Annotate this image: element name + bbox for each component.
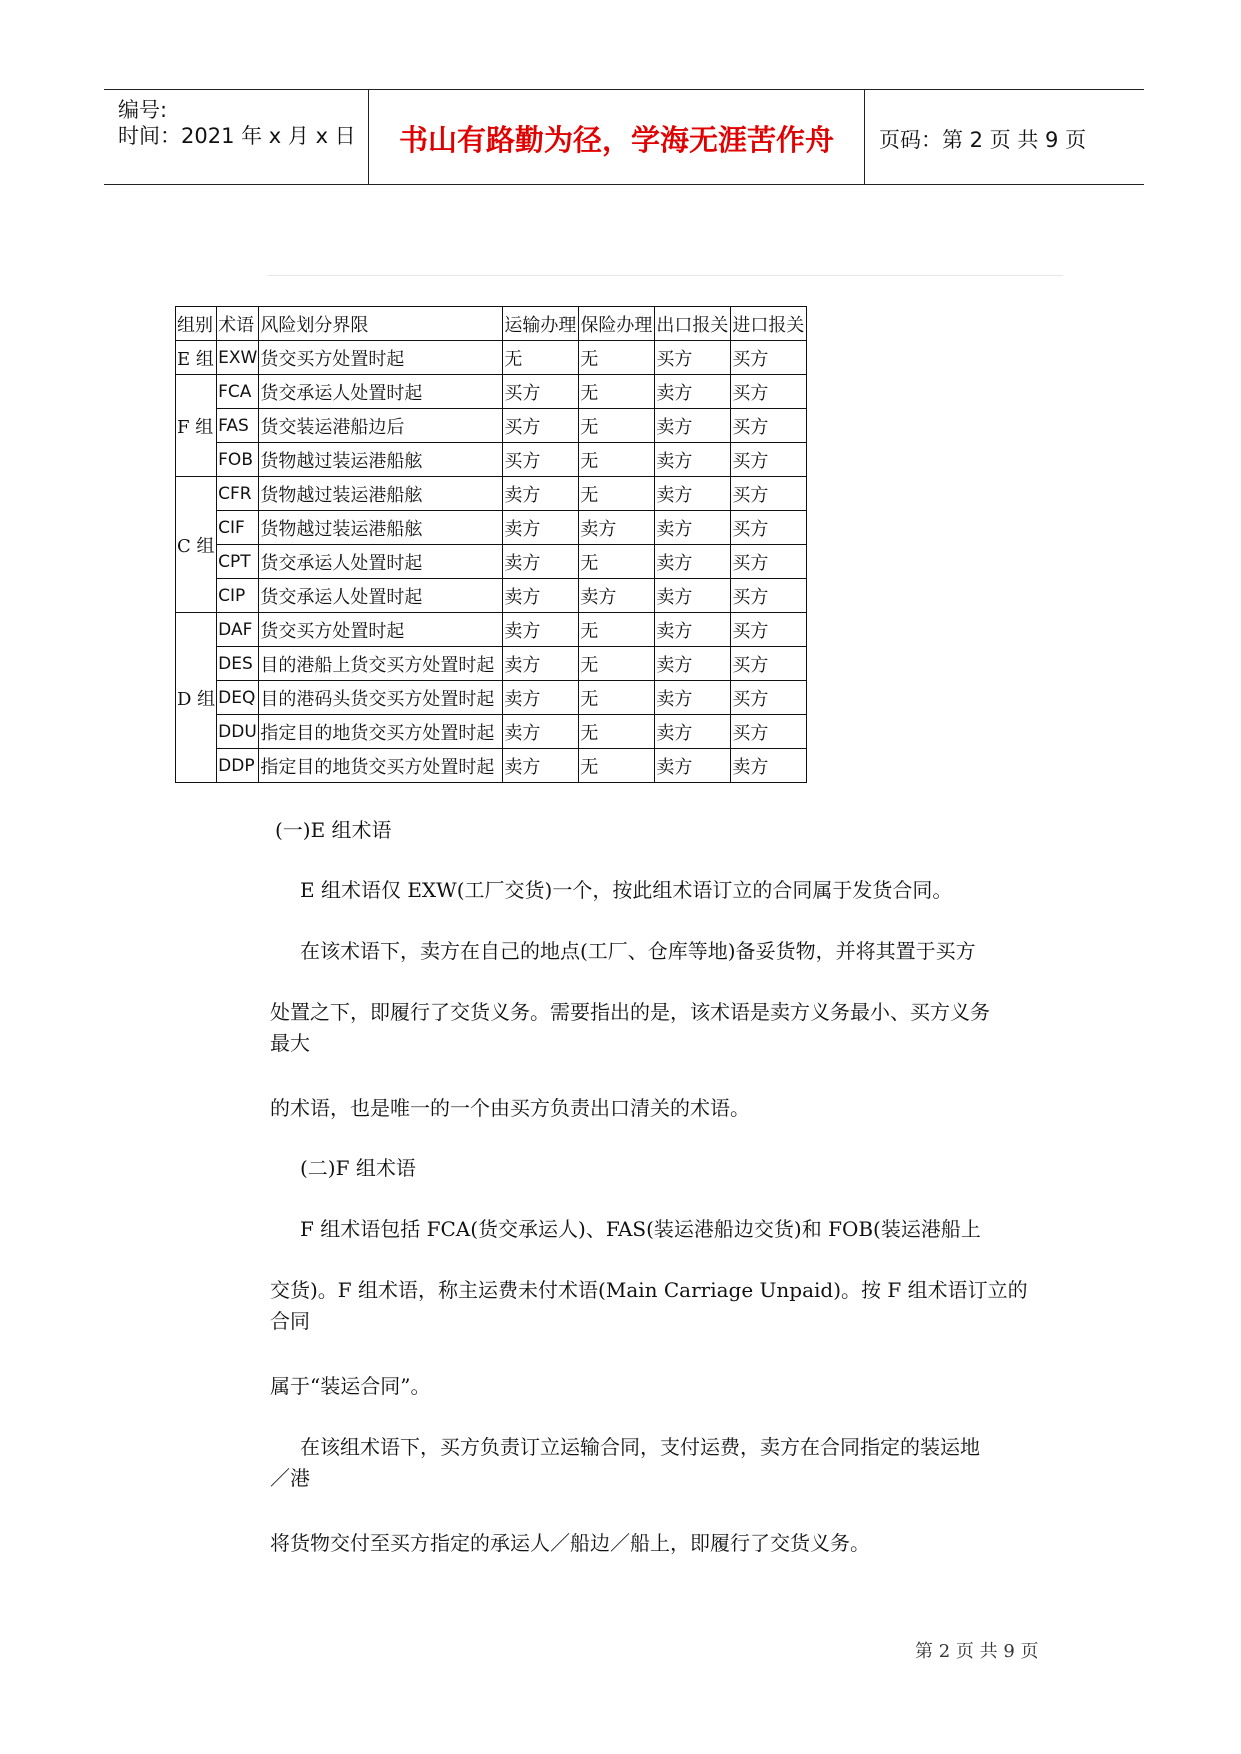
term-code-cell: EXW [217, 341, 259, 375]
table-cell: 无 [579, 341, 655, 375]
table-cell: 卖方 [655, 681, 731, 715]
table-cell: 无 [579, 647, 655, 681]
paragraph: ／港 [270, 1466, 310, 1490]
table-cell: 卖方 [503, 511, 579, 545]
table-cell: 买方 [731, 409, 807, 443]
table-cell: 卖方 [503, 545, 579, 579]
table-cell: 买方 [731, 341, 807, 375]
table-cell: 卖方 [503, 681, 579, 715]
table-cell: 卖方 [503, 477, 579, 511]
table-cell: 无 [579, 749, 655, 783]
table-cell: 目的港码头货交买方处置时起 [259, 681, 503, 715]
table-cell: 货交买方处置时起 [259, 613, 503, 647]
table-cell: 买方 [731, 613, 807, 647]
table-cell: 卖方 [655, 477, 731, 511]
table-cell: 卖方 [655, 579, 731, 613]
paragraph: 属于“装运合同”。 [270, 1374, 431, 1398]
table-cell: 无 [579, 375, 655, 409]
paragraph: 最大 [270, 1031, 310, 1055]
paragraph: 将货物交付至买方指定的承运人／船边／船上，即履行了交货义务。 [270, 1531, 870, 1555]
table-cell: 货物越过装运港船舷 [259, 511, 503, 545]
table-cell: 买方 [731, 477, 807, 511]
table-cell: 货物越过装运港船舷 [259, 443, 503, 477]
term-code-cell: DEQ [217, 681, 259, 715]
section-heading-e: (一)E 组术语 [275, 818, 392, 842]
header-left-cell [104, 90, 369, 184]
table-cell: 无 [579, 443, 655, 477]
table-cell: 买方 [503, 443, 579, 477]
table-cell: 买方 [731, 681, 807, 715]
incoterms-table [175, 306, 807, 783]
table-cell: 买方 [503, 375, 579, 409]
term-code-cell: CPT [217, 545, 259, 579]
group-cell: E 组 [176, 341, 217, 375]
table-cell: 买方 [503, 409, 579, 443]
table-cell: 卖方 [579, 511, 655, 545]
table-cell: 卖方 [579, 579, 655, 613]
table-cell: 卖方 [503, 715, 579, 749]
table-cell: 买方 [731, 715, 807, 749]
table-cell: 买方 [731, 579, 807, 613]
table-cell: 买方 [731, 647, 807, 681]
table-row [176, 443, 807, 477]
term-code-cell: DES [217, 647, 259, 681]
table-cell: 货交买方处置时起 [259, 341, 503, 375]
table-cell: 卖方 [503, 613, 579, 647]
column-header: 保险办理 [579, 307, 655, 341]
term-code-cell: CIF [217, 511, 259, 545]
column-header: 进口报关 [731, 307, 807, 341]
table-cell: 买方 [655, 341, 731, 375]
column-header: 术语 [217, 307, 259, 341]
paragraph: F 组术语包括 FCA(货交承运人)、FAS(装运港船边交货)和 FOB(装运港船上 [300, 1217, 981, 1241]
paragraph: 的术语，也是唯一的一个由买方负责出口清关的术语。 [270, 1096, 750, 1120]
table-cell: 货物越过装运港船舷 [259, 477, 503, 511]
table-row [176, 375, 807, 409]
table-row [176, 477, 807, 511]
table-row [176, 409, 807, 443]
table-row [176, 647, 807, 681]
paragraph: 在该组术语下，买方负责订立运输合同，支付运费，卖方在合同指定的装运地 [300, 1435, 980, 1459]
term-code-cell: DAF [217, 613, 259, 647]
table-row [176, 715, 807, 749]
paragraph: E 组术语仅 EXW(工厂交货)一个，按此组术语订立的合同属于发货合同。 [300, 878, 953, 902]
table-cell: 卖方 [655, 715, 731, 749]
table-cell: 卖方 [503, 647, 579, 681]
table-cell: 无 [579, 409, 655, 443]
table-row [176, 545, 807, 579]
section-heading-f: (二)F 组术语 [300, 1156, 416, 1180]
column-header: 风险划分界限 [259, 307, 503, 341]
table-cell: 买方 [731, 375, 807, 409]
header-right-cell [865, 90, 1144, 184]
table-cell: 无 [579, 613, 655, 647]
group-cell: F 组 [176, 375, 217, 477]
table-cell: 目的港船上货交买方处置时起 [259, 647, 503, 681]
table-cell: 无 [579, 681, 655, 715]
table-cell: 买方 [731, 443, 807, 477]
divider-line [268, 275, 1063, 276]
table-cell: 买方 [731, 511, 807, 545]
serial-label: 编号: [118, 98, 168, 122]
table-cell: 指定目的地货交买方处置时起 [259, 715, 503, 749]
term-code-cell: CFR [217, 477, 259, 511]
table-cell: 卖方 [503, 579, 579, 613]
term-code-cell: DDU [217, 715, 259, 749]
paragraph: 在该术语下，卖方在自己的地点(工厂、仓库等地)备妥货物，并将其置于买方 [300, 939, 976, 963]
table-cell: 无 [579, 477, 655, 511]
table-cell: 货交承运人处置时起 [259, 545, 503, 579]
table-cell: 卖方 [655, 613, 731, 647]
term-code-cell: DDP [217, 749, 259, 783]
table-cell: 货交承运人处置时起 [259, 375, 503, 409]
table-cell: 货交承运人处置时起 [259, 579, 503, 613]
paragraph: 交货)。F 组术语，称主运费未付术语(Main Carriage Unpaid)。按 F 组术语订立的 [270, 1278, 1028, 1302]
header-middle-cell [369, 90, 865, 184]
table-cell: 货交装运港船边后 [259, 409, 503, 443]
column-header: 运输办理 [503, 307, 579, 341]
group-cell: D 组 [176, 613, 217, 783]
table-body [176, 307, 807, 783]
page-footer: 第 2 页 共 9 页 [915, 1641, 1039, 1662]
page-header [104, 89, 1144, 185]
paragraph: 处置之下，即履行了交货义务。需要指出的是，该术语是卖方义务最小、买方义务 [270, 1000, 990, 1024]
term-code-cell: FOB [217, 443, 259, 477]
group-cell: C 组 [176, 477, 217, 613]
term-code-cell: FCA [217, 375, 259, 409]
table-cell: 指定目的地货交买方处置时起 [259, 749, 503, 783]
table-row [176, 511, 807, 545]
table-row [176, 579, 807, 613]
column-header: 组别 [176, 307, 217, 341]
table-cell: 无 [579, 545, 655, 579]
table-row [176, 341, 807, 375]
paragraph: 合同 [270, 1309, 310, 1333]
time-label: 时间：2021 年 x 月 x 日 [118, 124, 356, 148]
header-motto: 书山有路勤为径，学海无涯苦作舟 [398, 123, 834, 157]
table-row [176, 681, 807, 715]
table-cell: 卖方 [655, 647, 731, 681]
table-cell: 卖方 [655, 511, 731, 545]
table-cell: 卖方 [655, 749, 731, 783]
table-cell: 无 [579, 715, 655, 749]
header-page-label: 页码：第 2 页 共 9 页 [879, 128, 1087, 152]
column-header: 出口报关 [655, 307, 731, 341]
table-cell: 卖方 [655, 545, 731, 579]
table-row [176, 749, 807, 783]
term-code-cell: CIP [217, 579, 259, 613]
table-row [176, 613, 807, 647]
table-cell: 卖方 [731, 749, 807, 783]
table-header-row [176, 307, 807, 341]
table-cell: 卖方 [655, 409, 731, 443]
table-cell: 卖方 [655, 443, 731, 477]
table-cell: 无 [503, 341, 579, 375]
term-code-cell: FAS [217, 409, 259, 443]
table-cell: 卖方 [503, 749, 579, 783]
table-cell: 卖方 [655, 375, 731, 409]
table-cell: 买方 [731, 545, 807, 579]
